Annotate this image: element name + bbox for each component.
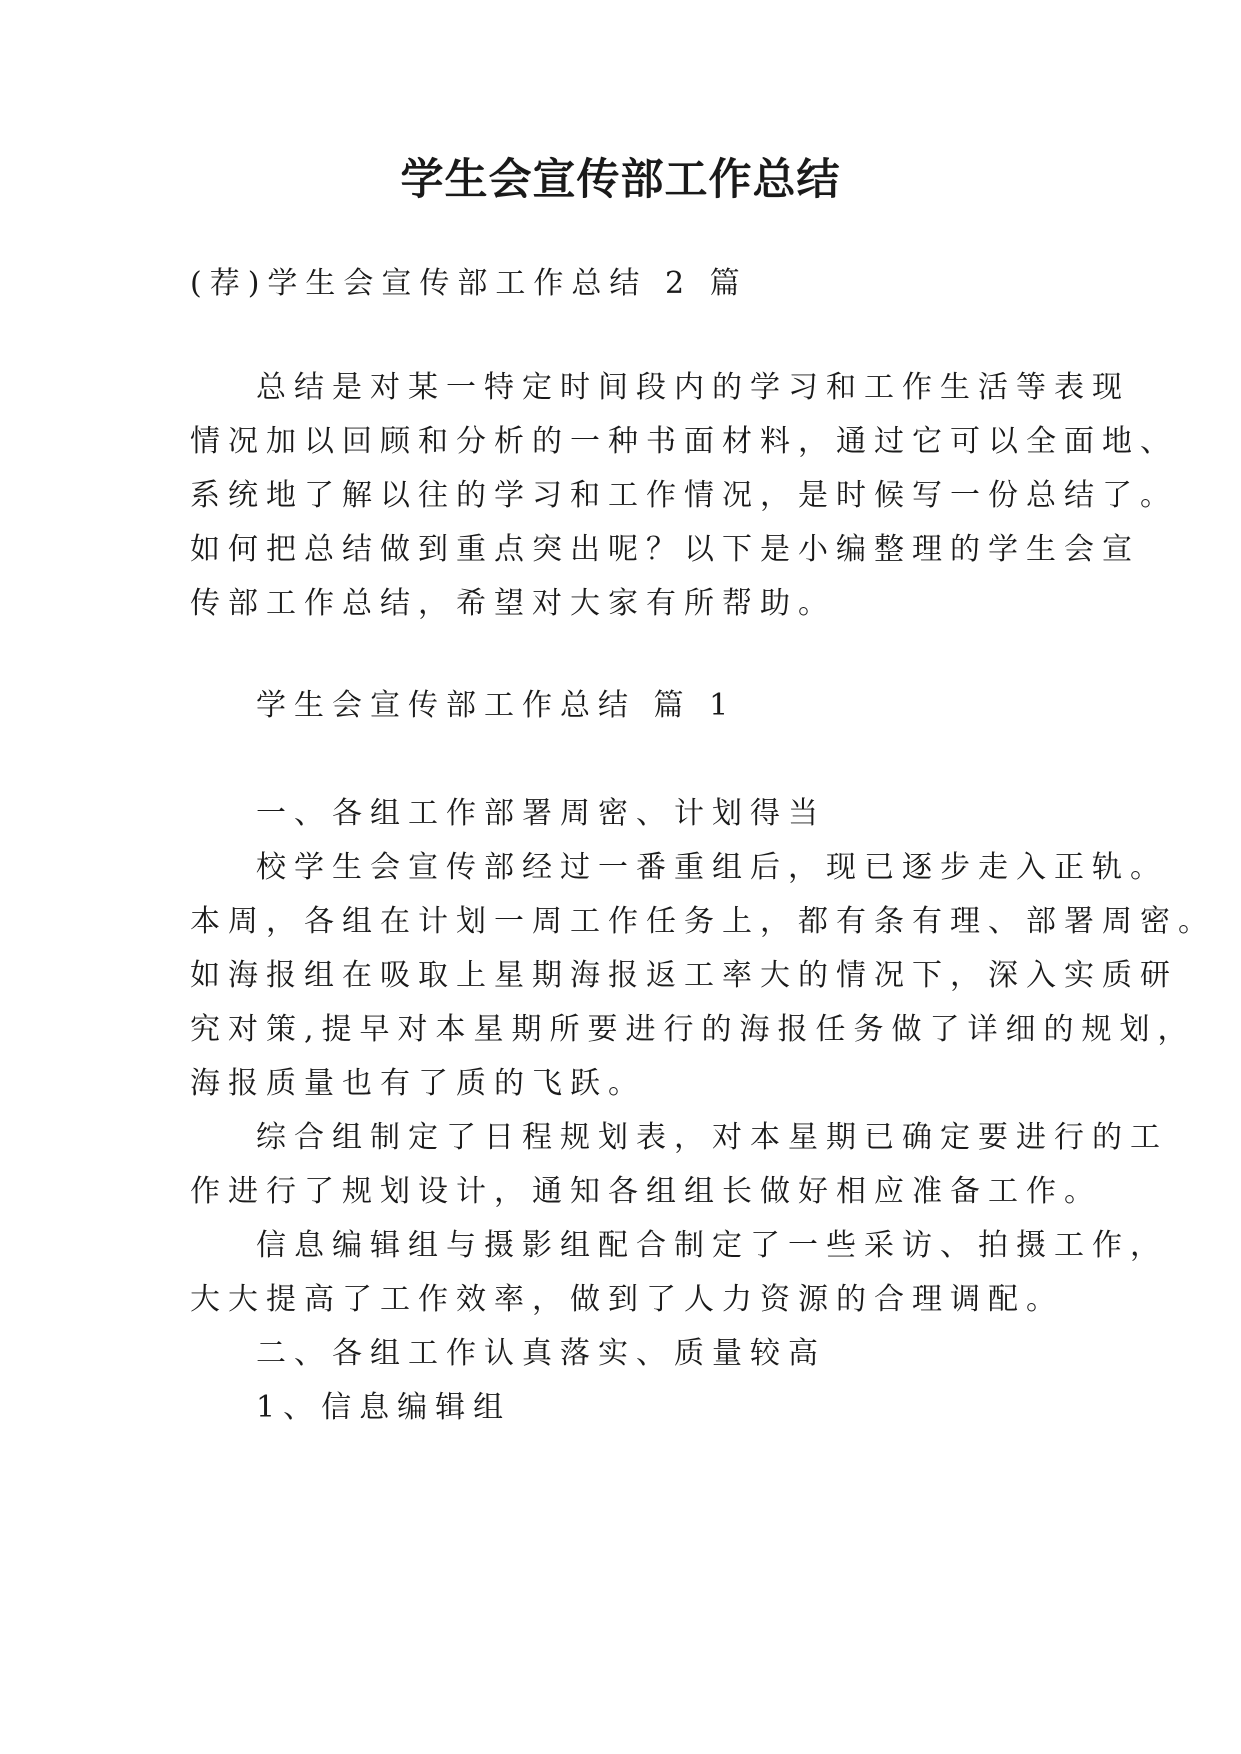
intro-line-3: 系统地了解以往的学习和工作情况，是时候写一份总结了。	[190, 478, 1178, 513]
paragraph-line: 海报质量也有了质的飞跃。	[190, 1066, 646, 1101]
section-heading: 学生会宣传部工作总结 篇 1	[256, 688, 737, 723]
heading-part-1: 一、各组工作部署周密、计划得当	[256, 796, 826, 831]
document-subtitle: (荐)学生会宣传部工作总结 2 篇	[190, 266, 748, 301]
paragraph-line: 校学生会宣传部经过一番重组后，现已逐步走入正轨。	[256, 850, 1168, 885]
paragraph-line: 综合组制定了日程规划表，对本星期已确定要进行的工	[256, 1120, 1168, 1155]
paragraph-line: 究对策,提早对本星期所要进行的海报任务做了详细的规划，	[190, 1012, 1196, 1047]
paragraph-line: 如海报组在吸取上星期海报返工率大的情况下，深入实质研	[190, 958, 1178, 993]
paragraph-line: 本周，各组在计划一周工作任务上，都有条有理、部署周密。	[190, 904, 1216, 939]
intro-line-1: 总结是对某一特定时间段内的学习和工作生活等表现	[256, 370, 1130, 405]
intro-line-5: 传部工作总结，希望对大家有所帮助。	[190, 586, 836, 621]
heading-part-2: 二、各组工作认真落实、质量较高	[256, 1336, 826, 1371]
paragraph-line: 信息编辑组与摄影组配合制定了一些采访、拍摄工作，	[256, 1228, 1168, 1263]
document-title: 学生会宣传部工作总结	[400, 155, 841, 205]
intro-line-4: 如何把总结做到重点突出呢？以下是小编整理的学生会宣	[190, 532, 1140, 567]
paragraph-line: 作进行了规划设计，通知各组组长做好相应准备工作。	[190, 1174, 1102, 1209]
subheading-item-1: 1、信息编辑组	[256, 1390, 512, 1425]
paragraph-line: 大大提高了工作效率，做到了人力资源的合理调配。	[190, 1282, 1064, 1317]
intro-line-2: 情况加以回顾和分析的一种书面材料，通过它可以全面地、	[190, 424, 1178, 459]
